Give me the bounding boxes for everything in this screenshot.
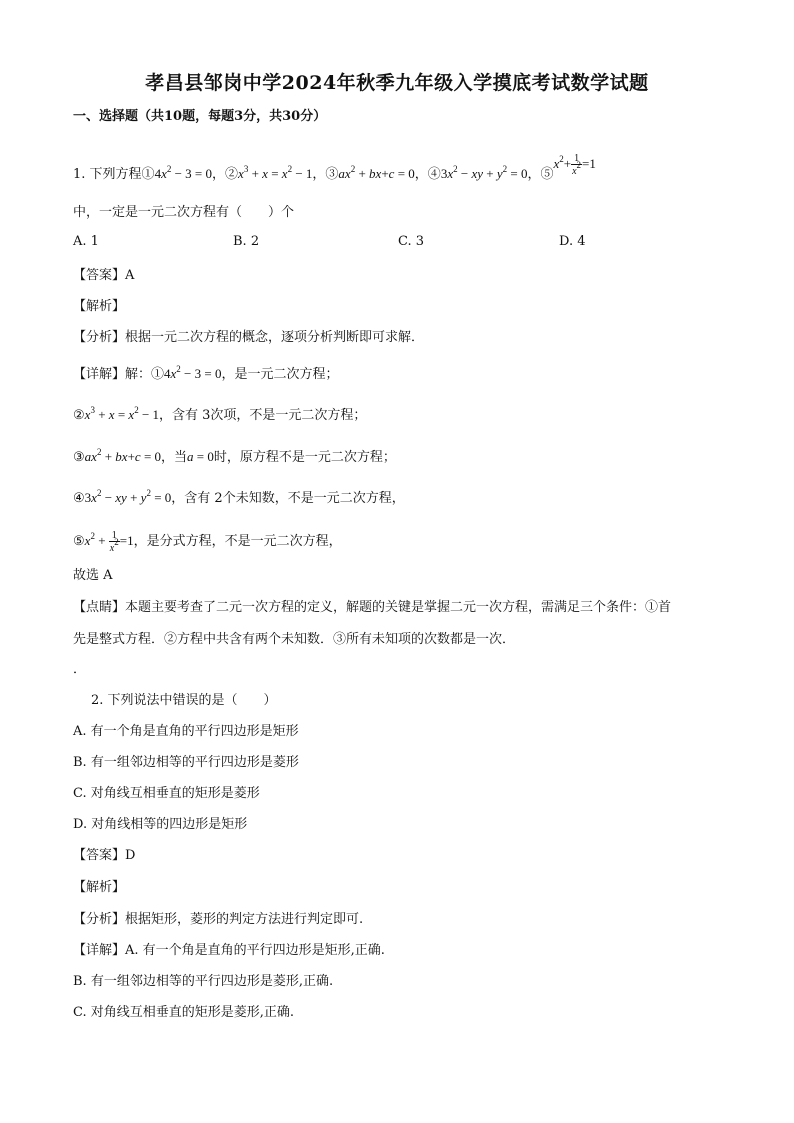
q1-analysis: 【解析】 [73,299,126,314]
section-heading: 一、选择题（共10题，每题3分，共30分） [73,109,327,124]
q1-dianjing-line-2: 先是整式方程．②方程中共含有两个未知数．③所有未知项的次数都是一次． [73,632,516,647]
q1-detail-3: $③ax^2 + bx+c = 0$，当a = 0时，原方程不是一元二次方程； [73,447,396,465]
q1-detail-2: $②x^3 + x = x^2 - 1$，含有 3次项，不是一元二次方程； [73,405,367,423]
q1-fenxi: 【分析】根据一元二次方程的概念，逐项分析判断即可求解． [73,330,425,345]
q1-option-d: D. 4 [559,234,586,249]
q1-choose: 故选 A [73,568,113,583]
q1-circle-5: ，⑤ [527,166,554,182]
q1-option-b: B. 2 [233,234,260,249]
q1-stem-tail: 中，一定是一元二次方程有（ ）个 [73,205,295,220]
q2-detail-2: B. 有一组邻边相等的平行四边形是菱形,正确. [73,974,334,989]
q1-dianjing-line-1: 【点睛】本题主要考查了二元一次方程的定义，解题的关键是掌握二元一次方程，需满足三个条件：①首 [73,600,672,615]
q1-option-c: C. 3 [398,234,425,249]
q2-answer: 【答案】D [73,848,136,863]
q2-option-c: C. 对角线互相垂直的矩形是菱形 [73,786,260,801]
q2-option-a: A. 有一个角是直角的平行四边形是矩形 [73,724,299,739]
equation-2: $x^3 + x = x^2 - 1$ [238,163,313,181]
q2-fenxi: 【分析】根据矩形，菱形的判定方法进行判定即可. [73,912,364,927]
equation-4: $3x^2$ − xy + $y^2 = 0$ [440,163,528,181]
q2-stem: 2. 下列说法中错误的是（ ） [91,693,277,708]
q1-detail-4: $④3x^2$ − xy + $y^2 = 0$，含有 2个未知数，不是一元二次方程， [73,488,405,506]
q2-option-d: D. 对角线相等的四边形是矩形 [73,817,248,832]
q1-lead: 1. 下列方程 [73,166,142,182]
equation-5: $x^2+$ $\frac{1}{x^2}$ =1 [553,153,596,177]
page-title: 孝昌县邹岗中学2024年秋季九年级入学摸底考试数学试题 [145,72,649,94]
q1-circle-1: ① [141,166,155,182]
q1-detail-1: 【详解】解：$①4x^2 - 3 = 0$，是一元二次方程； [73,364,339,382]
q2-option-b: B. 有一组邻边相等的平行四边形是菱形 [73,755,299,770]
equation-3: $ax^2 + bx+c = 0$ [338,163,415,181]
q1-answer: 【答案】A [73,268,135,283]
q1-end-dot: ． [73,662,87,677]
q1-circle-4: ，④ [414,166,441,182]
q2-analysis: 【解析】 [73,880,126,895]
q2-detail-3: C. 对角线互相垂直的矩形是菱形,正确. [73,1005,295,1020]
q1-circle-3: ，③ [312,166,339,182]
equation-1: $4x^2 - 3 = 0$ [154,163,213,181]
q1-stem [73,153,596,187]
q1-detail-5: $⑤x^2$ + $\frac{1}{x^2}$ =1，是分式方程，不是一元二次方程， [73,530,342,554]
q1-option-a: A. 1 [73,234,99,249]
q2-detail-1: 【详解】A. 有一个角是直角的平行四边形是矩形,正确. [73,943,385,958]
q1-circle-2: ，② [212,166,239,182]
